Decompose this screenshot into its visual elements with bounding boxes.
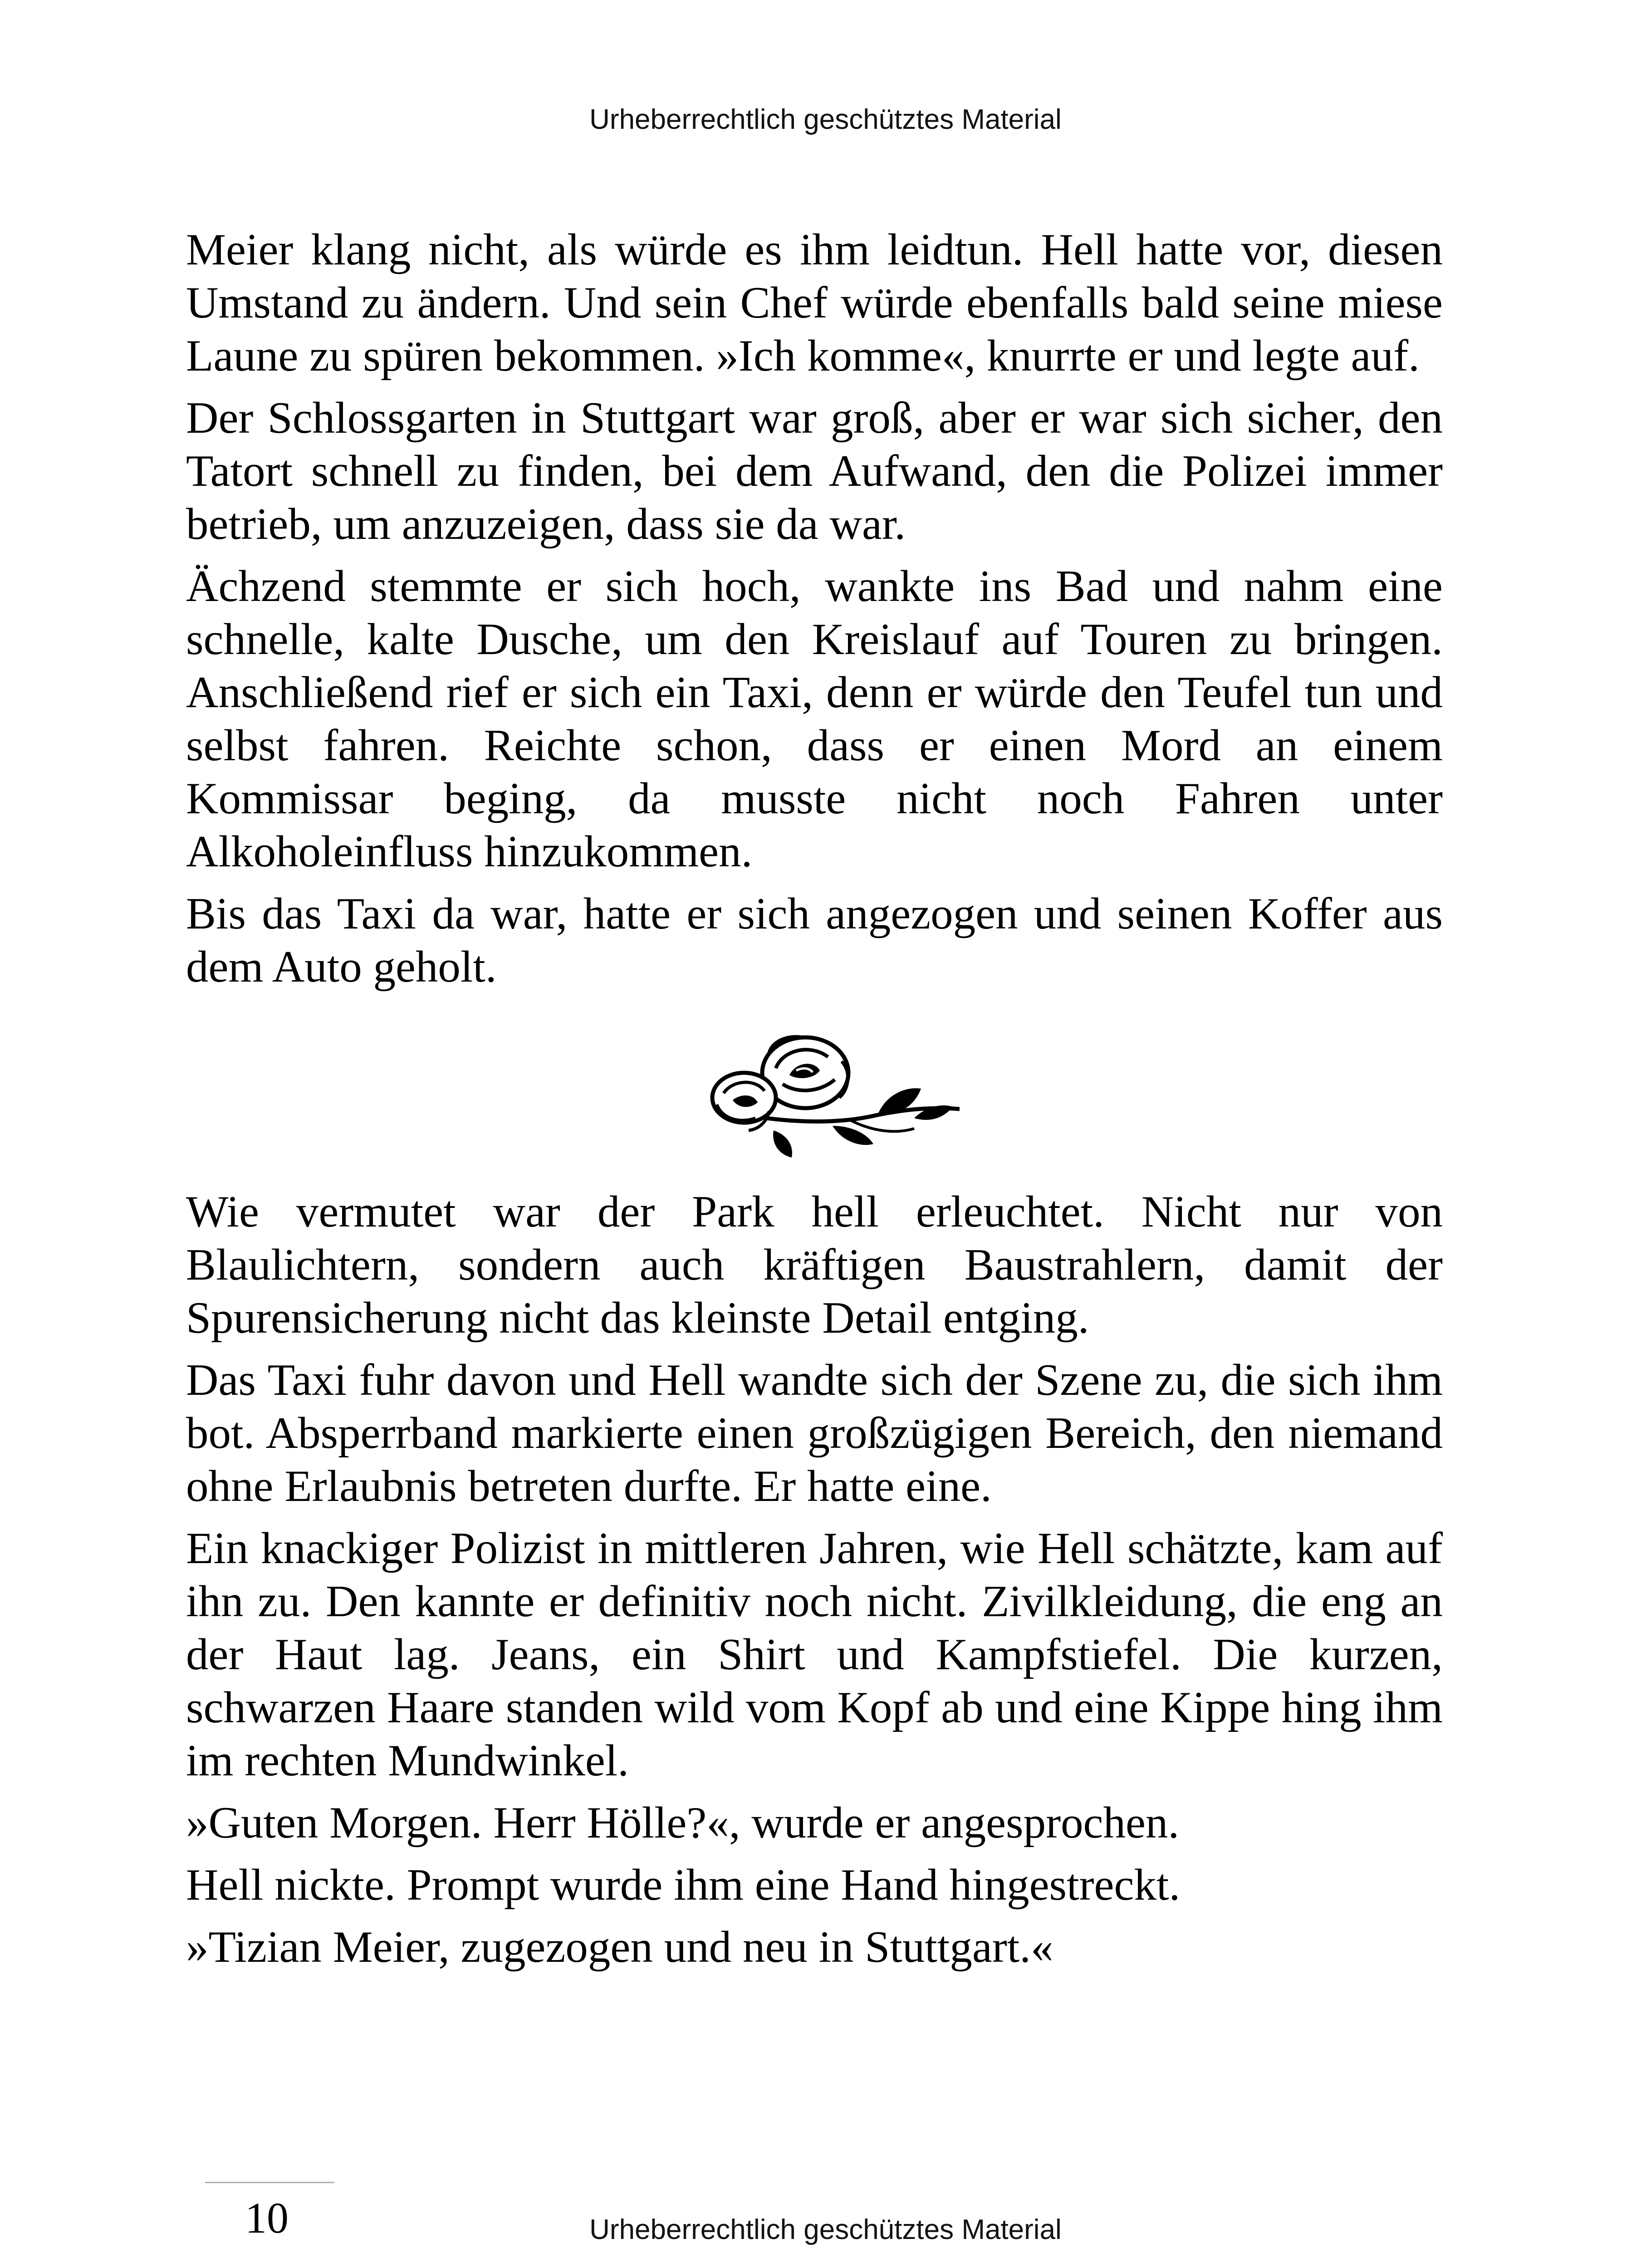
text-section-before-ornament — [186, 223, 1443, 1002]
text-section-after-ornament — [186, 1185, 1443, 1983]
paragraph: Wie vermutet war der Park hell erleuchtet. Nicht nur von Blaulichtern, sondern auch kräftigen Baustrahlern, damit der Spurensicherung nicht das kleinste Detail entging. — [186, 1187, 1443, 1343]
page-number-divider — [205, 2182, 334, 2183]
copyright-watermark-bottom: Urheberrechtlich geschütztes Material — [589, 2214, 1062, 2245]
paragraph: Bis das Taxi da war, hatte er sich angezogen und seinen Koffer aus dem Auto geholt. — [186, 889, 1443, 992]
page-number: 10 — [245, 2194, 289, 2242]
paragraph: Ein knackiger Polizist in mittleren Jahren, wie Hell schätzte, kam auf ihn zu. Den kannte er definitiv noch nicht. Zivilkleidung, die eng an der Haut lag. Jeans, ein Shirt und Kampfstiefel. Die kurzen, schwarzen Haare standen wild vom Kopf ab und eine Kippe hing ihm im rechten Mundwinkel. — [186, 1524, 1443, 1785]
copyright-watermark-top: Urheberrechtlich geschütztes Material — [589, 104, 1062, 135]
paragraph: Meier klang nicht, als würde es ihm leidtun. Hell hatte vor, diesen Umstand zu ändern. Und sein Chef würde ebenfalls bald seine miese Laune zu spüren bekommen. »Ich komme«, knurrte er und legte auf. — [186, 225, 1443, 381]
paragraph: »Tizian Meier, zugezogen und neu in Stuttgart.« — [186, 1922, 1053, 1972]
paragraph: »Guten Morgen. Herr Hölle?«, wurde er angesprochen. — [186, 1798, 1180, 1848]
paragraph: Hell nickte. Prompt wurde ihm eine Hand hingestreckt. — [186, 1860, 1181, 1910]
paragraph: Das Taxi fuhr davon und Hell wandte sich der Szene zu, die sich ihm bot. Absperrband markierte einen großzügigen Bereich, den niemand ohne Erlaubnis betreten durfte. Er hatte eine. — [186, 1355, 1443, 1511]
rose-ornament-icon — [660, 1025, 969, 1161]
paragraph: Der Schlossgarten in Stuttgart war groß, aber er war sich sicher, den Tatort schnell zu finden, bei dem Aufwand, den die Polizei immer betrieb, um anzuzeigen, dass sie da war. — [186, 393, 1443, 549]
paragraph: Ächzend stemmte er sich hoch, wankte ins Bad und nahm eine schnelle, kalte Dusche, um den Kreislauf auf Touren zu bringen. Anschließend rief er sich ein Taxi, denn er würde den Teufel tun und selbst fahren. Reichte schon, dass er einen Mord an einem Kommissar beging, da musste nicht noch Fahren unter Alkoholeinfluss hinzukommen. — [186, 562, 1443, 876]
